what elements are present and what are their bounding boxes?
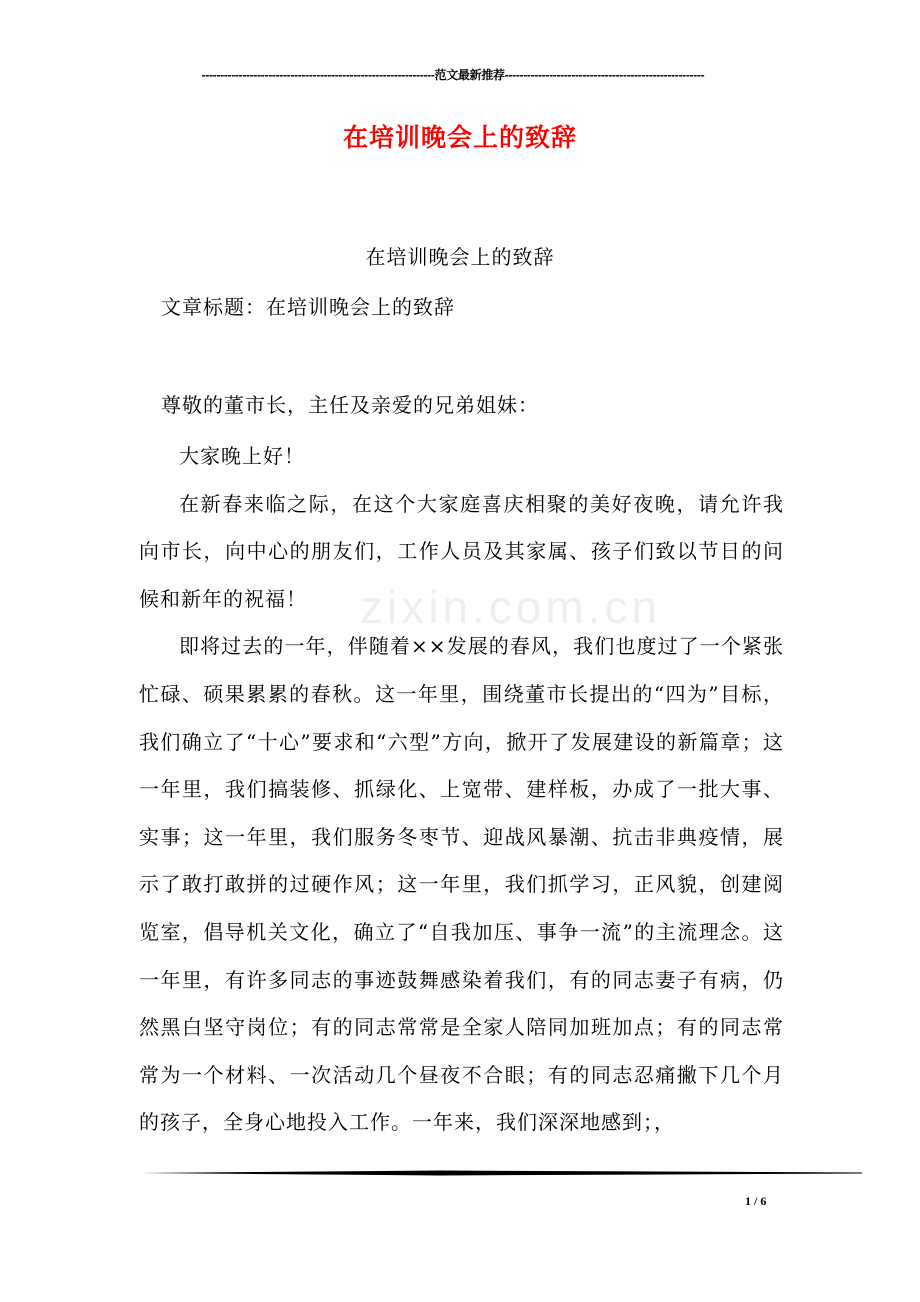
document-title: 在培训晚会上的致辞: [365, 245, 555, 269]
watermark: zixin.com.cn: [360, 581, 662, 633]
paragraph: 在新春来临之际，在这个大家庭喜庆相聚的美好夜晚，请允许我向市长，向中心的朋友们，工作人员及其家属、孩子们致以节日的问候和新年的祝福！: [139, 491, 784, 611]
body-text: [139, 433, 784, 1147]
paragraph: 即将过去的一年，伴随着××发展的春风，我们也度过了一个紧张忙碌、硕果累累的春秋。这一年里，围绕董市长提出的“四为”目标，我们确立了“十心”要求和“六型”方向，掀开了发展建设的新篇章；这一年里，我们搞装修、抓绿化、上宽带、建样板，办成了一批大事、实事；这一年里，我们服务冬枣节、迎战风暴潮、抗击非典疫情，展示了敢打敢拼的过硬作风；这一年里，我们抓学习，正风貌，创建阅览室，倡导机关文化，确立了“自我加压、事争一流”的主流理念。这一年里，有许多同志的事迹鼓舞感染着我们，有的同志妻子有病，仍然黑白坚守岗位；有的同志常常是全家人陪同加班加点；有的同志常常为一个材料、一次活动几个昼夜不合眼；有的同志忍痛撇下几个月的孩子，全身心地投入工作。一年来，我们深深地感到；，: [139, 634, 784, 1135]
article-title-label: 文章标题：在培训晚会上的致辞: [161, 295, 455, 319]
header-line: ---------------------------------------------------------------范文最新推荐------------------------------------------------------: [201, 68, 705, 82]
page-title: 在培训晚会上的致辞: [342, 123, 577, 152]
salutation: 尊敬的董市长，主任及亲爱的兄弟姐妹：: [161, 393, 539, 417]
paragraph: 大家晚上好！: [179, 444, 305, 468]
footer-rule: [140, 1170, 862, 1176]
page-number: 1 / 6: [745, 1194, 767, 1208]
